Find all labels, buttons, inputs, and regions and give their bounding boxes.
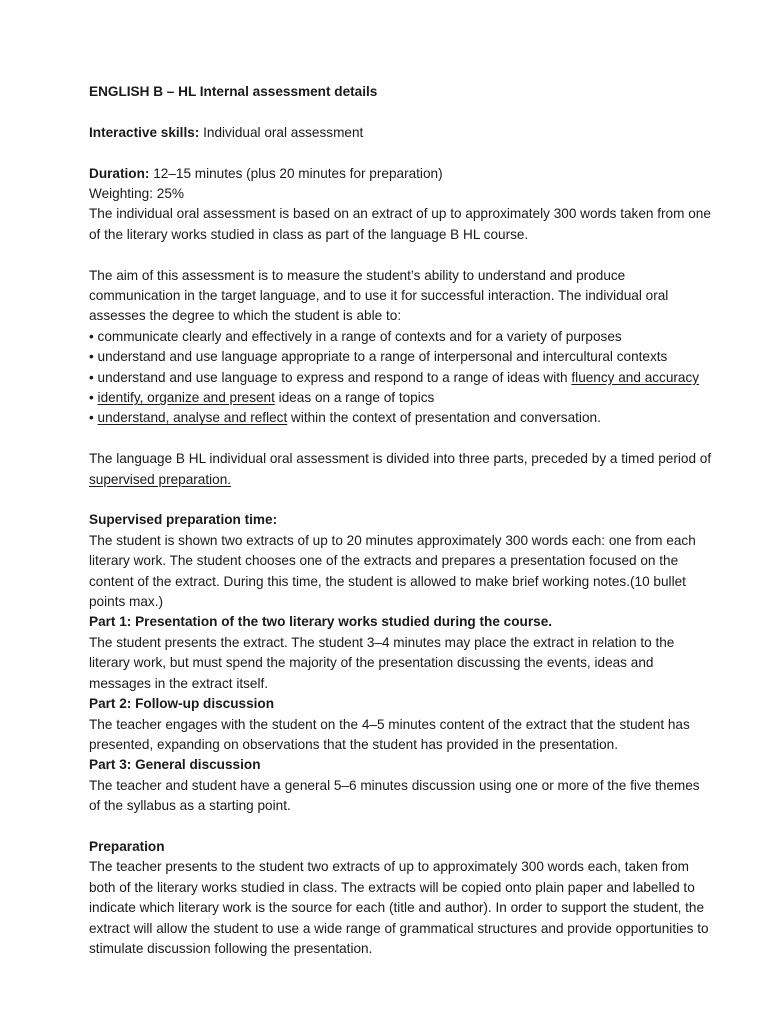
bullet-item: • communicate clearly and effectively in a range of contexts and for a variety of purposes: [89, 328, 622, 344]
duration-line: [89, 164, 714, 184]
bullet-text: • understand and use language to express and respond to a range of ideas with: [89, 369, 572, 385]
bullet-item: [89, 368, 714, 388]
spacer: [89, 429, 714, 449]
part1-heading: Part 1: Presentation of the two literary works studied during the course.: [89, 614, 553, 630]
supervised-heading: Supervised preparation time:: [89, 512, 278, 528]
part3-heading: Part 3: General discussion: [89, 757, 261, 773]
spacer: [89, 490, 714, 510]
preparation-heading: Preparation: [89, 838, 165, 854]
part2-heading: Part 2: Follow-up discussion: [89, 696, 275, 712]
part2-paragraph: The teacher engages with the student on the 4–5 minutes content of the extract that the student has presented, expanding on observations that the student has provided in the presentation.: [89, 716, 690, 752]
interactive-skills-value: Individual oral assessment: [199, 124, 364, 140]
part3-paragraph: The teacher and student have a general 5–6 minutes discussion using one or more of the five themes of the syllabus as a starting point.: [89, 777, 700, 814]
supervised-paragraph: The student is shown two extracts of up to 20 minutes approximately 300 words each: one from each literary work. The student chooses one of the extracts and prepares a presentation focused on the content of the extract. During this time, the student is allowed to make brief working notes.(10 bullet points max.): [89, 532, 696, 610]
document-body: [89, 82, 714, 959]
weighting-line: Weighting: 25%: [89, 186, 184, 201]
bullet-item: [89, 408, 714, 428]
underlined-phrase: understand, analyse and reflect: [97, 410, 288, 426]
spacer: [89, 245, 714, 265]
structure-text: The language B HL individual oral assessment is divided into three parts, preceded by a timed period of: [89, 451, 712, 467]
bullet-marker: •: [89, 410, 98, 426]
document-title: ENGLISH B – HL Internal assessment details: [89, 84, 378, 99]
structure-paragraph: [89, 449, 714, 490]
bullet-item: • understand and use language appropriate to a range of interpersonal and intercultural contexts: [89, 349, 668, 365]
duration-value: 12–15 minutes (plus 20 minutes for preparation): [149, 165, 443, 181]
aim-paragraph: The aim of this assessment is to measure the student’s ability to understand and produce communication in the target language, and to use it for successful interaction. The individual oral assesses the degree to which the student is able to:: [89, 267, 669, 324]
bullet-text: within the context of presentation and conversation.: [287, 410, 601, 426]
bullet-marker: •: [89, 390, 98, 406]
preparation-paragraph: The teacher presents to the student two extracts of up to approximately 300 words each, taken from both of the literary works studied in class. The extracts will be copied onto plain paper and labelled to indicate which literary work is the source for each (title and author). In order to support the student, the extract will allow the student to use a wide range of grammatical structures and provide opportunities to stimulate discussion following the presentation.: [89, 859, 709, 956]
underlined-phrase: fluency and accuracy: [571, 369, 700, 385]
interactive-skills-label: Interactive skills:: [89, 124, 200, 140]
spacer: [89, 817, 714, 837]
bullet-text: ideas on a range of topics: [274, 390, 435, 406]
duration-label: Duration:: [89, 165, 150, 181]
part1-paragraph: The student presents the extract. The student 3–4 minutes may place the extract in relation to the literary work, but must spend the majority of the presentation discussing the events, ideas and messages in the extract itself.: [89, 634, 675, 691]
interactive-skills-line: [89, 123, 714, 143]
underlined-phrase: identify, organize and present: [97, 390, 275, 406]
bullet-item: [89, 388, 714, 408]
underlined-phrase: supervised preparation.: [89, 471, 232, 487]
spacer: [89, 143, 714, 163]
intro-paragraph: The individual oral assessment is based on an extract of up to approximately 300 words taken from one of the literary works studied in class as part of the language B HL course.: [89, 206, 711, 242]
spacer: [89, 102, 714, 122]
